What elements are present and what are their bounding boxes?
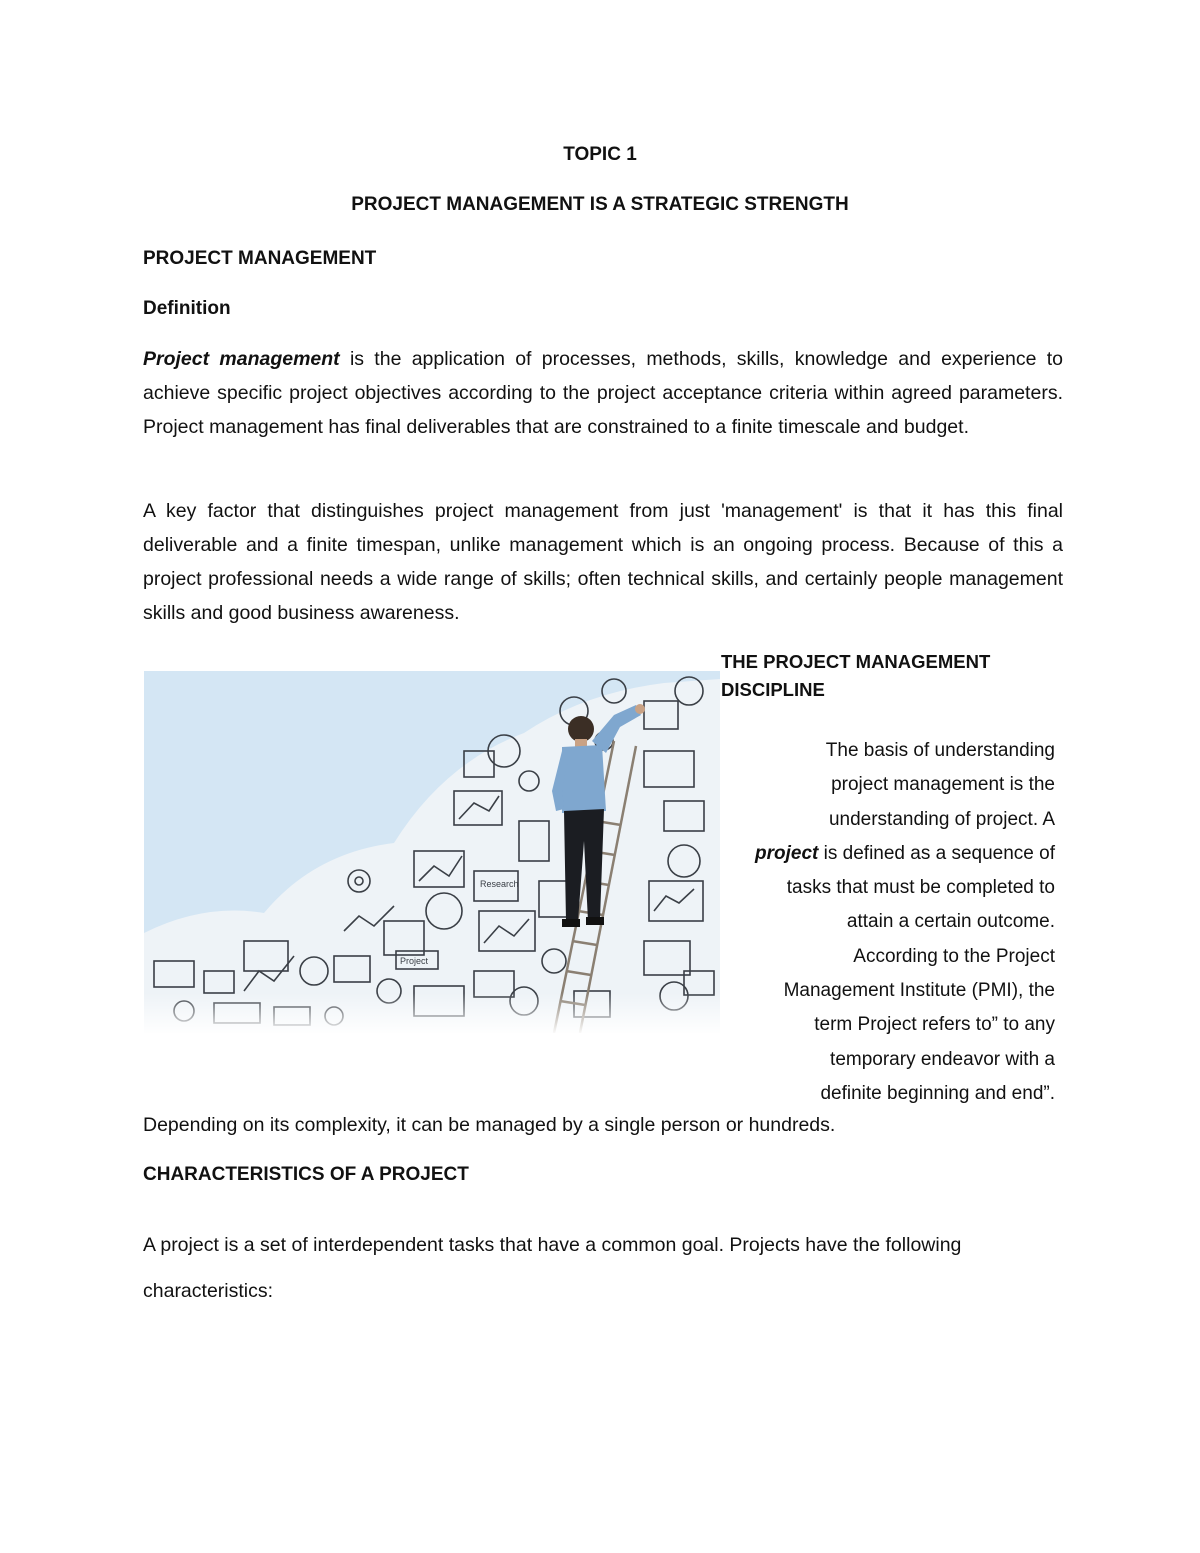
discipline-line: attain a certain outcome. <box>846 911 1055 933</box>
sketch-label-project: Project <box>400 956 429 966</box>
definition-text: is the application of processes, methods, skills, knowledge and experience to achieve specific project objectives according to the project acceptance criteria within agreed parameters. Project management has final deliverables that are constrained to a finite timescale and budget. <box>143 348 1063 438</box>
characteristics-heading: CHARACTERISTICS OF A PROJECT <box>143 1164 469 1185</box>
sketch-label-research: Research <box>480 879 519 889</box>
project-term: project <box>755 842 819 864</box>
discipline-line: definite beginning and end”. <box>820 1082 1055 1104</box>
definition-label: Definition <box>143 298 231 319</box>
definition-paragraph <box>143 342 1063 444</box>
complexity-paragraph: Depending on its complexity, it can be managed by a single person or hundreds. <box>143 1114 836 1136</box>
project-management-illustration <box>144 671 720 1033</box>
main-title: PROJECT MANAGEMENT IS A STRATEGIC STRENGTH <box>351 194 849 215</box>
discipline-heading-line2: DISCIPLINE <box>721 679 825 700</box>
section-heading: PROJECT MANAGEMENT <box>143 248 377 269</box>
discipline-text <box>721 734 1055 1111</box>
discipline-line: understanding of project. A <box>828 808 1055 830</box>
discipline-heading <box>721 648 1061 704</box>
topic-label: TOPIC 1 <box>563 144 637 165</box>
discipline-line <box>721 837 1055 871</box>
discipline-line: According to the Project <box>853 945 1055 967</box>
discipline-line: The basis of understanding <box>825 740 1055 761</box>
discipline-line: project management is the <box>831 774 1055 796</box>
project-definition-start: is defined as a sequence of <box>818 842 1055 864</box>
discipline-heading-line1: THE PROJECT MANAGEMENT <box>721 651 991 672</box>
discipline-line: Management Institute (PMI), the <box>783 980 1055 1002</box>
key-factor-paragraph: A key factor that distinguishes project management from just 'management' is that it has this final deliverable and a finite timespan, unlike management which is an ongoing process. Because of this a project professional needs a wide range of skills; often technical skills, and certainly people management skills and good business awareness. <box>143 500 1063 624</box>
characteristics-intro: A project is a set of interdependent tasks that have a common goal. Projects have the following characteristics: <box>143 1234 962 1302</box>
definition-term: Project management <box>143 348 340 370</box>
discipline-line: temporary endeavor with a <box>830 1048 1055 1070</box>
discipline-line: tasks that must be completed to <box>786 877 1055 899</box>
discipline-line: term Project refers to” to any <box>814 1014 1055 1036</box>
